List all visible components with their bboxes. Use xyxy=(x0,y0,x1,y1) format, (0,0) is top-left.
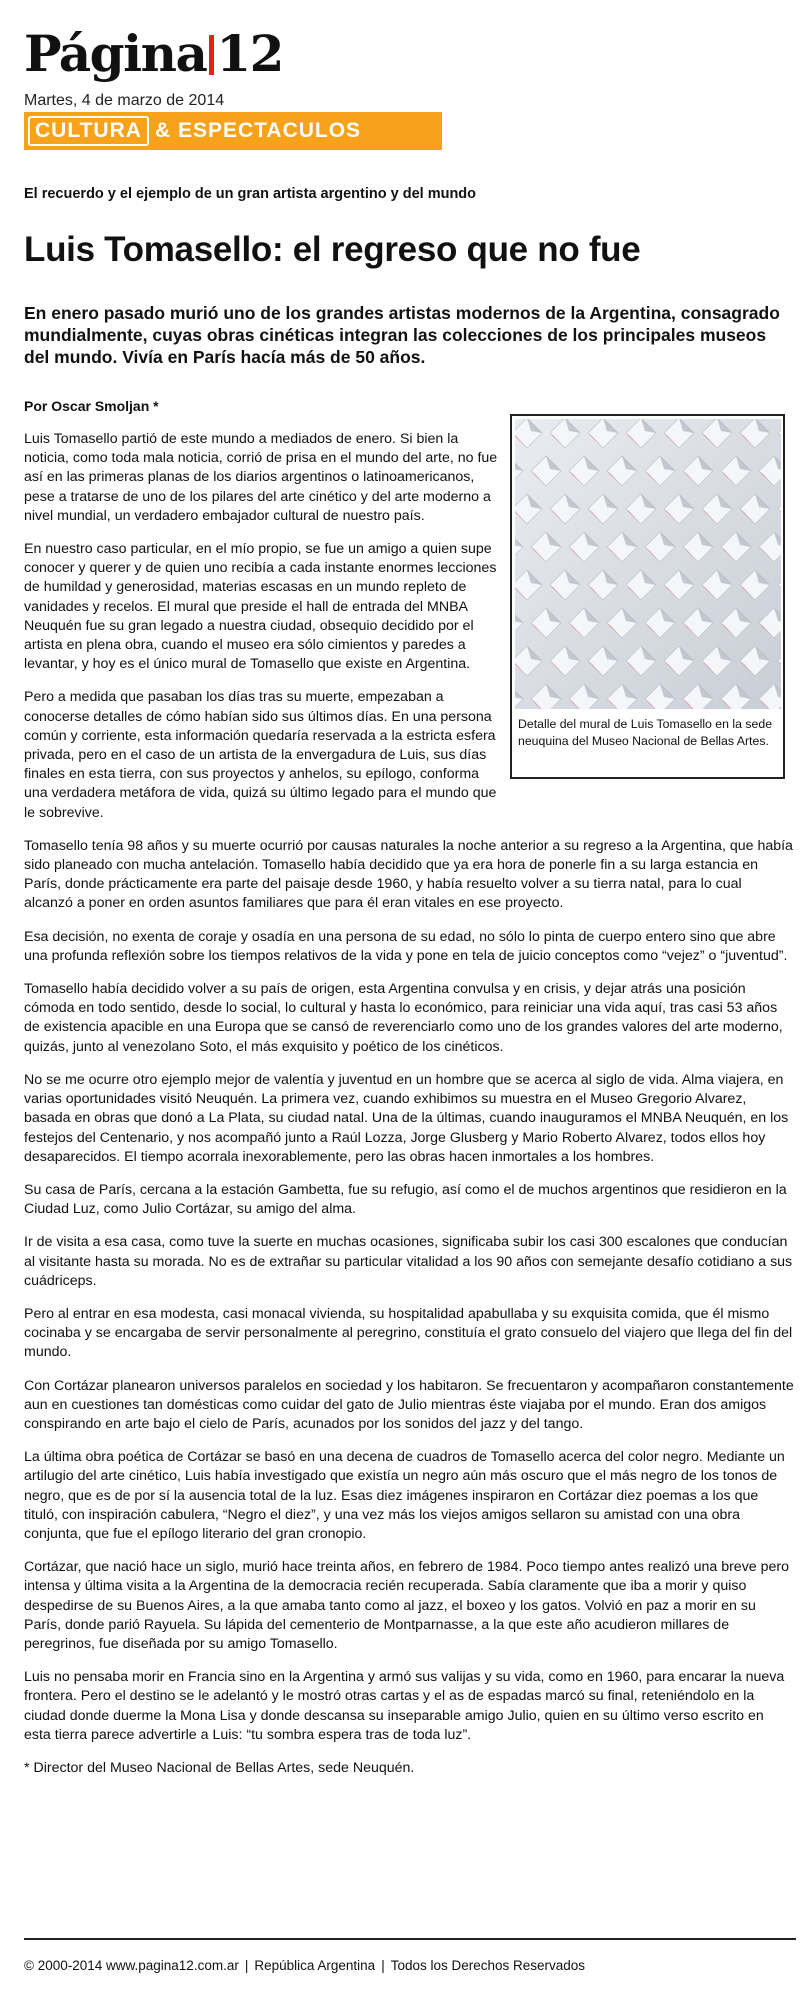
article-paragraph: Luis no pensaba morir en Francia sino en la Argentina y armó sus valijas y su vida, como en 1960, para encarar la nueva frontera. Pero el destino se le adelantó y le mostró otras cartas y el as de espadas marcó su final, reteniéndolo en la ciudad donde duerme la Mona Lisa y donde descansa su inseparable amigo Julio, quien en su último verso escrito en esta tierra parece advertirle a Luis: “tu sombra espera tras de toda luz”. xyxy=(24,1669,785,1743)
footer-copyright[interactable]: © 2000-2014 www.pagina12.com.ar xyxy=(24,1958,239,1973)
publication-date: Martes, 4 de marzo de 2014 xyxy=(24,92,225,109)
footer-separator: | xyxy=(381,1958,385,1973)
article-paragraph: Ir de visita a esa casa, como tuve la suerte en muchas ocasiones, significaba subir los casi 300 escalones que conducían al visitante hasta su morada. No es de extrañar su particular vitalidad a los 90 años con semejante desafío cotidiano a sus cuádriceps. xyxy=(24,1234,793,1289)
article-paragraph: Luis Tomasello partió de este mundo a mediados de enero. Si bien la noticia, como toda mala noticia, corrió de prisa en el mundo del arte, no fue así en las primeras planas de los diarios argentinos o latinoamericanos, pese a tratarse de uno de los pilares del arte cinético y del arte moderno a nivel mundial, un verdadero embajador cultural de nuestro país. xyxy=(24,431,498,524)
logo-bar xyxy=(209,35,214,75)
article-body xyxy=(24,430,794,1792)
footer-rights: Todos los Derechos Reservados xyxy=(390,1958,586,1973)
article-byline: Por Oscar Smoljan * xyxy=(24,398,159,414)
article-paragraph: Pero al entrar en esa modesta, casi monacal vivienda, su hospitalidad apabullaba y su exquisita comida, que él mismo cocinaba y se encargaba de servir personalmente al peregrino, constituía el grato consuelo del viajero que llega del fin del mundo. xyxy=(24,1305,793,1361)
section-label-rest: & ESPECTACULOS xyxy=(154,119,362,142)
article-paragraph: Tomasello había decidido volver a su país de origen, esta Argentina convulsa y en crisis, y dejar atrás una posición cómoda en todo sentido, desde lo social, lo cultural y hasta lo económico, para reiniciar una vida aquí, tras casi 53 años de existencia apacible en una Europa que se cansó de reverenciarlo como uno de los grandes valores del arte moderno, quizás, junto al venezolano Soto, el más exquisito y poético de los cinéticos. xyxy=(24,981,783,1055)
footer-country: República Argentina xyxy=(254,1958,376,1973)
article-lede: En enero pasado murió uno de los grandes artistas modernos de la Argentina, consagrado mundialmente, cuyas obras cinéticas integran las colecciones de los principales museos del mundo. Vivía en París hacía más de 50 años. xyxy=(24,303,780,367)
article-title: Luis Tomasello: el regreso que no fue xyxy=(24,230,641,269)
article-kicker: El recuerdo y el ejemplo de un gran artista argentino y del mundo xyxy=(24,186,477,202)
logo-text-right: 12 xyxy=(216,24,283,83)
article-paragraph: En nuestro caso particular, en el mío propio, se fue un amigo a quien supe conocer y querer y de quien uno recibía a cada instante enormes lecciones de humildad y generosidad, materias escasas en un mundo repleto de vanidades y recelos. El mural que preside el hall de entrada del MNBA Neuquén fue su gran legado a nuestra ciudad, obsequio decidido por el artista en plena obra, cuando el museo era sólo cimientos y paredes a levantar, y hoy es el único mural de Tomasello que existe en Argentina. xyxy=(24,541,497,673)
footer-separator: | xyxy=(244,1958,249,1973)
page-footer xyxy=(24,1958,585,1973)
pagina12-logo[interactable] xyxy=(24,24,283,84)
article-paragraph: Tomasello tenía 98 años y su muerte ocurrió por causas naturales la noche anterior a su regreso a la Argentina, que había sido planeado con mucha antelación. Tomasello había decidido que ya era hora de ponerle fin a su larga estancia en París, donde prácticamente era parte del paisaje desde 1960, y había resuelto volver a su tierra natal, para lo cual alcanzó a poner en orden asuntos familiares que para él eran vitales en ese proyecto. xyxy=(24,837,793,912)
article-paragraph: Pero a medida que pasaban los días tras su muerte, empezaban a conocerse detalles de cómo habían sido sus últimos días. En una persona común y corriente, esta información quedaría reservada a la estricta esfera privada, pero en el caso de un artista de la envergadura de Luis, sus días finales en esta tierra, con sus proyectos y anhelos, su epílogo, conforma una verdadera metáfora de vida, quizá su último legado para el mundo que le sobrevive. xyxy=(24,689,497,821)
section-label-main: CULTURA xyxy=(28,116,149,146)
section-banner[interactable] xyxy=(24,112,442,150)
article-paragraph: Su casa de París, cercana a la estación Gambetta, fue su refugio, así como el de muchos argentinos que residieron en la Ciudad Luz, como Julio Cortázar, su amigo del alma. xyxy=(24,1181,787,1218)
image-caption: Detalle del mural de Luis Tomasello en la sede neuquina del Museo Nacional de Bellas Artes. xyxy=(518,717,773,748)
article-paragraph: Con Cortázar planearon universos paralelos en sociedad y los habitaron. Se frecuentaron y acompañaron constantemente aun en cuestiones tan domésticas como cuidar del gato de Julio mientras éste viajaba por el mundo. Eran dos amigos conspirando en arte bajo el cielo de París, acunados por los sonidos del jazz y del tango. xyxy=(24,1377,794,1432)
author-footnote: * Director del Museo Nacional de Bellas Artes, sede Neuquén. xyxy=(24,1759,415,1776)
article-paragraph: Cortázar, que nació hace un siglo, murió hace treinta años, en febrero de 1984. Poco tiempo antes realizó una breve pero intensa y última visita a la Argentina de la democracia recién recuperada. Sabía claramente que iba a morir y quiso despedirse de su Buenos Aires, a la que amaba tanto como al jazz, el boxeo y los gatos. Volvió en paz a morir en su París, donde parió Rayuela. Su lápida del cementerio de Montparnasse, a la que este año acudieron millares de peregrinos, fue diseñada por su amigo Tomasello. xyxy=(24,1559,790,1652)
figure-spacer xyxy=(514,430,794,792)
footer-divider xyxy=(24,1938,796,1940)
article-paragraph: Esa decisión, no exenta de coraje y osadía en una persona de su edad, no sólo lo pinta de cuerpo entero sino que abre una profunda reflexión sobre los tiempos relativos de la vida y pone en tela de juicio conceptos como “vejez” o “juventud”. xyxy=(24,928,788,964)
logo-text-left: Página xyxy=(24,24,207,83)
article-paragraph: No se me ocurre otro ejemplo mejor de valentía y juventud en un hombre que se acerca al siglo de vida. Alma viajera, en varias oportunidades visitó Neuquén. La primera vez, cuando exhibimos su muestra en el Museo Gregorio Alvarez, basada en obras que donó a La Plata, su ciudad natal. Una de la últimas, cuando inauguramos el MNBA Neuquén, en los festejos del Centenario, y nos acompañó junto a Raúl Lozza, Jorge Glusberg y Mario Roberto Alvarez, todos ellos hoy desaparecidos. El tiempo acorrala inexorablemente, pero las obras hacen inmortales a los hombres. xyxy=(24,1071,789,1165)
article-paragraph: La última obra poética de Cortázar se basó en una decena de cuadros de Tomasello acerca del color negro. Mediante un artilugio del arte cinético, Luis había investigado que existía un negro aún más oscuro que el más negro de los tonos de negro, que es de por sí la ausencia total de la luz. Esas diez imágenes inspiraron en Cortázar diez poemas a los que tituló, con inspiración cabulera, “Negro el diez”, y una vez más los viejos amigos sellaron su amistad con una obra conjunta, que fue el epílogo literario del gran cronopio. xyxy=(24,1449,785,1542)
